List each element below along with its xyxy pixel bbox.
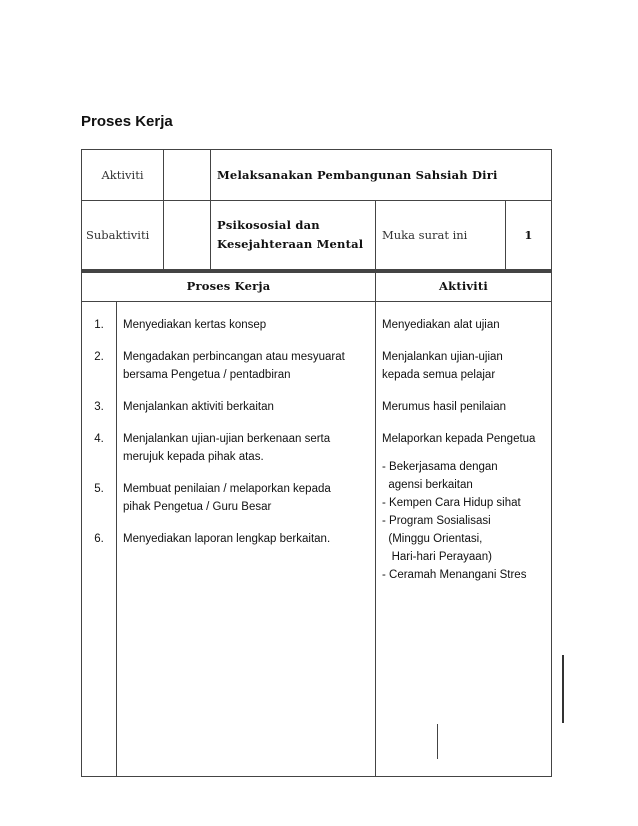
subaktiviti-spacer-cell [164,201,211,272]
activity-text: - Kempen Cara Hidup sihat [382,497,521,509]
muka-surat-value: 1 [506,201,552,272]
column-header-aktiviti: Aktiviti [376,271,552,302]
step-number: 3. [94,401,104,413]
step-text: Menyediakan laporan lengkap berkaitan. [123,533,331,545]
header-table [81,149,552,273]
step-text-column [117,302,376,777]
subaktiviti-label: Subaktiviti [82,201,164,272]
step-text: Mengadakan perbincangan atau mesyuarat [123,351,345,363]
step-text: Menjalankan ujian-ujian berkenaan serta [123,433,331,445]
subaktiviti-value-line2: Kesejahteraan Mental [217,237,364,251]
subaktiviti-value-line1: Psikososial dan [217,218,320,232]
activity-text: Menyediakan alat ujian [382,319,500,331]
step-text: Menyediakan kertas konsep [123,319,267,331]
process-table [81,270,552,777]
aktiviti-spacer-cell [164,150,211,201]
step-text: bersama Pengetua / pentadbiran [123,369,291,381]
activity-text: kepada semua pelajar [382,369,496,381]
step-number: 6. [94,533,104,545]
activity-text: agensi berkaitan [382,479,473,491]
activity-text: Hari-hari Perayaan) [382,551,492,563]
step-number-column [82,302,117,777]
step-text: Menjalankan aktiviti berkaitan [123,401,274,413]
subaktiviti-value [211,201,376,272]
aktiviti-label: Aktiviti [82,150,164,201]
activity-column [376,302,552,777]
margin-line [562,655,564,723]
activity-text: - Bekerjasama dengan [382,461,498,473]
step-text: Membuat penilaian / melaporkan kepada [123,483,331,495]
inner-divider-line [437,724,438,759]
step-number: 5. [94,483,104,495]
step-number: 1. [94,319,104,331]
step-text: merujuk kepada pihak atas. [123,451,264,463]
activity-text: Merumus hasil penilaian [382,401,507,413]
activity-text: Menjalankan ujian-ujian [382,351,503,363]
muka-surat-label: Muka surat ini [376,201,506,272]
aktiviti-value: Melaksanakan Pembangunan Sahsiah Diri [211,150,552,201]
step-number: 4. [94,433,104,445]
step-number: 2. [94,351,104,363]
activity-text: - Ceramah Menangani Stres [382,569,527,581]
activity-text: Melaporkan kepada Pengetua [382,433,536,445]
activity-text: (Minggu Orientasi, [382,533,483,545]
page-title: Proses Kerja [81,113,173,130]
activity-text: - Program Sosialisasi [382,515,491,527]
step-text: pihak Pengetua / Guru Besar [123,501,272,513]
column-header-proses: Proses Kerja [82,271,376,302]
